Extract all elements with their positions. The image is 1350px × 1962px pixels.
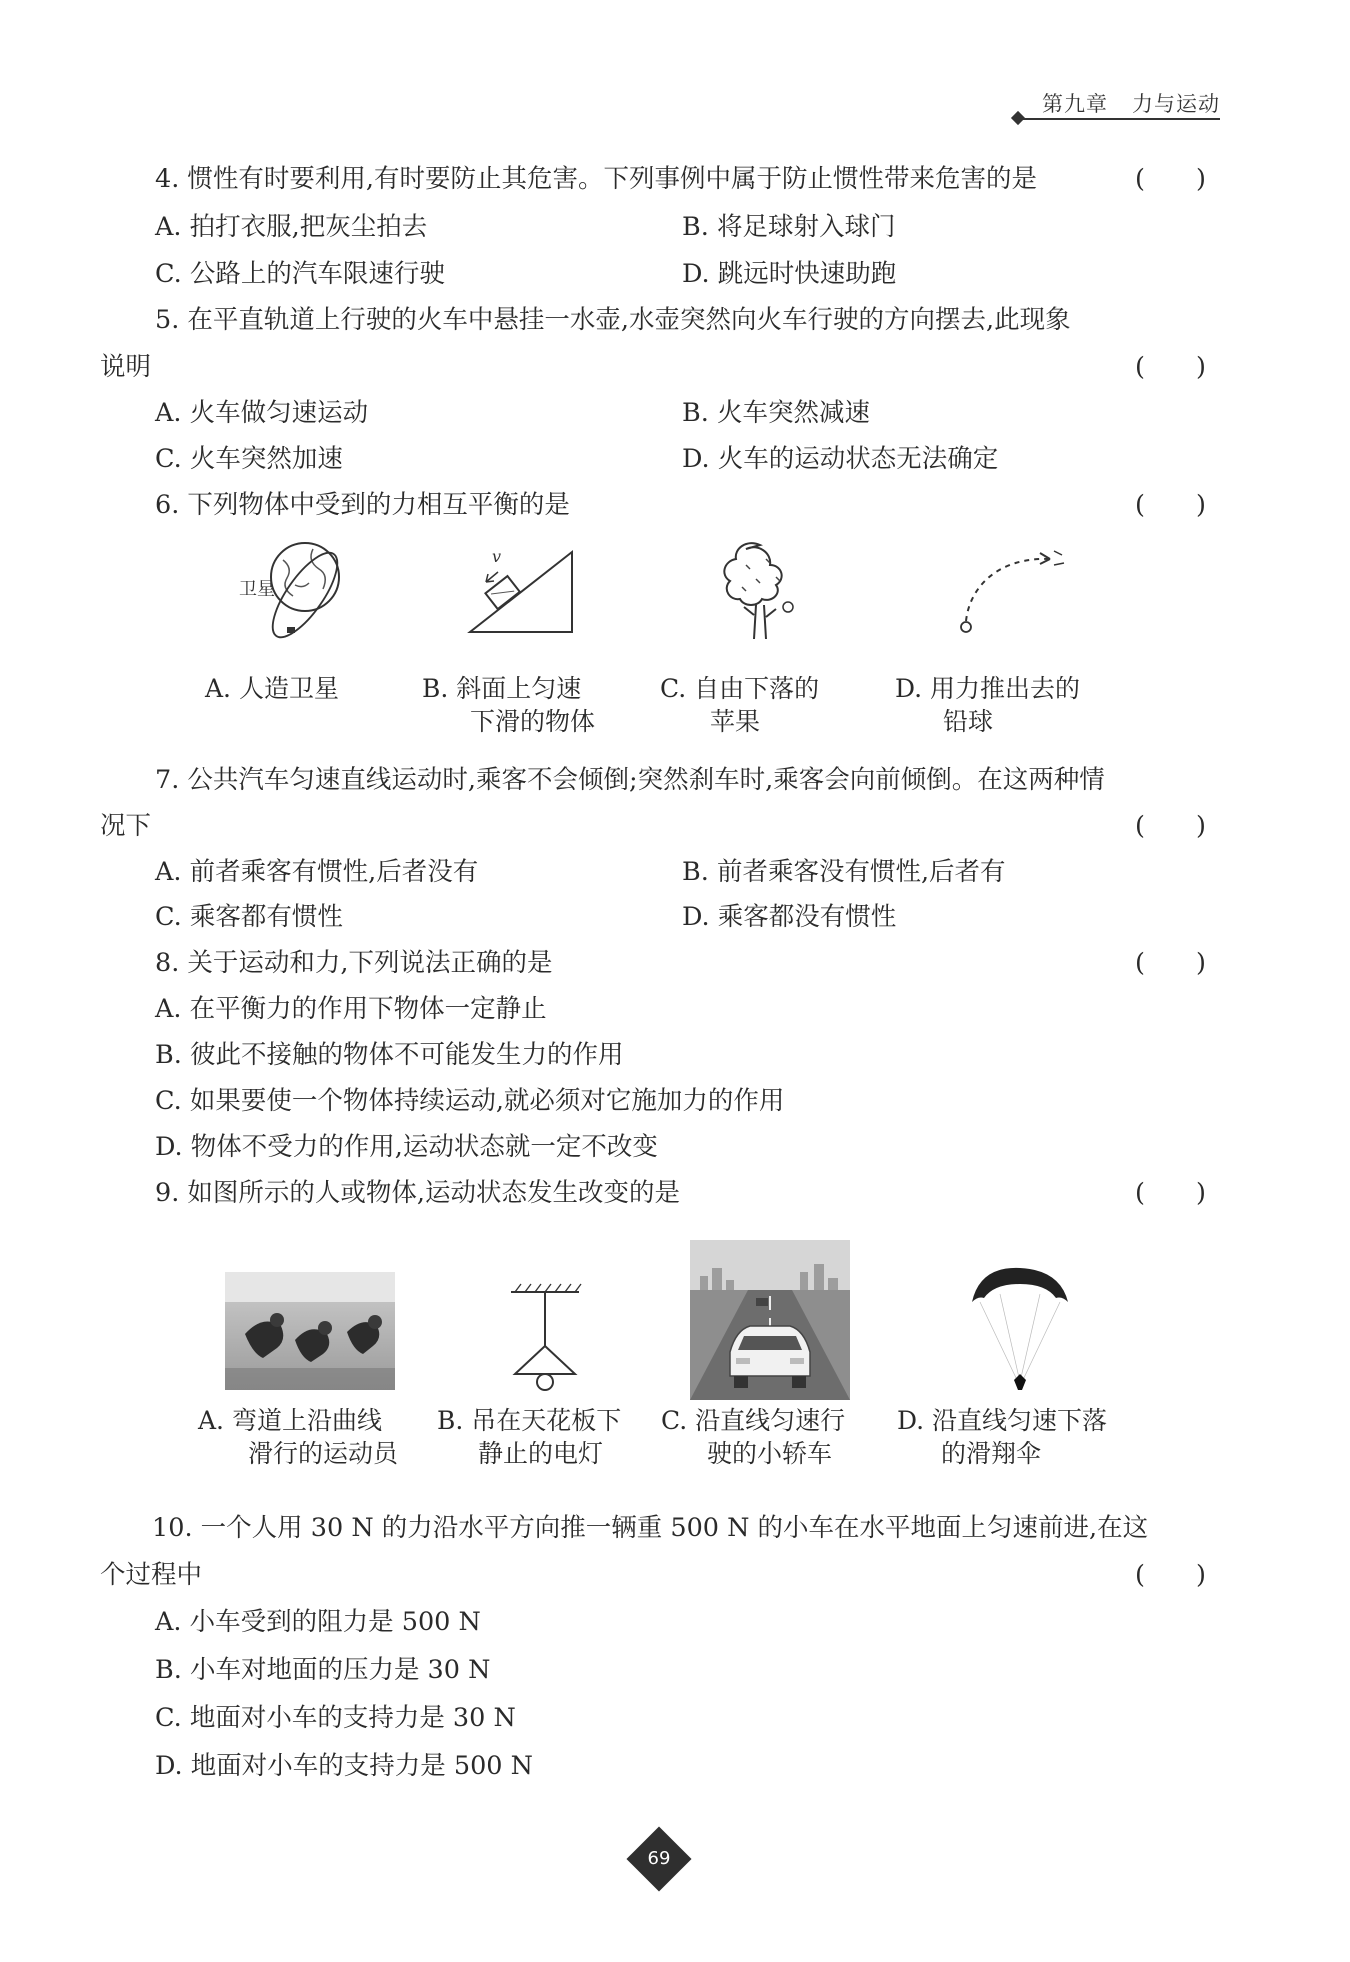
q4-option-c: C. 公路上的汽车限速行驶 [155, 259, 445, 289]
q5-option-c: C. 火车突然加速 [155, 444, 343, 474]
q10-option-a: A. 小车受到的阻力是 500 N [155, 1607, 481, 1637]
q5-answer-paren: ( ) [1135, 352, 1206, 382]
q9-option-a-line2: 滑行的运动员 [248, 1439, 399, 1468]
q7-option-a: A. 前者乘客有惯性,后者没有 [155, 857, 479, 887]
q5-option-a: A. 火车做匀速运动 [155, 398, 369, 428]
q4-answer-paren: ( ) [1135, 164, 1206, 194]
q9-option-c-line1: C. 沿直线匀速行 [661, 1406, 846, 1435]
header-rule [1020, 118, 1220, 120]
paraglider-photo [960, 1262, 1080, 1412]
chapter-title: 力与运动 [1132, 92, 1220, 116]
shot-put-figure [950, 545, 1070, 635]
q4-option-b: B. 将足球射入球门 [682, 212, 896, 242]
q4-option-d: D. 跳远时快速助跑 [682, 259, 897, 289]
q10-option-b: B. 小车对地面的压力是 30 N [155, 1655, 491, 1685]
q7-answer-paren: ( ) [1135, 811, 1206, 841]
q7-stem-line2: 况下 [100, 811, 152, 841]
q9-answer-paren: ( ) [1135, 1178, 1206, 1208]
q5-option-b: B. 火车突然减速 [682, 398, 870, 428]
q7-option-c: C. 乘客都有惯性 [155, 902, 343, 932]
q9-stem: 9. 如图所示的人或物体,运动状态发生改变的是 [155, 1178, 681, 1208]
q7-option-b: B. 前者乘客没有惯性,后者有 [682, 857, 1006, 887]
q10-option-c: C. 地面对小车的支持力是 30 N [155, 1703, 516, 1733]
q9-option-c-line2: 驶的小轿车 [707, 1439, 833, 1468]
incline-block-figure [460, 540, 580, 640]
q6-option-d-line2: 铅球 [943, 707, 994, 736]
q6-option-b-line2: 下滑的物体 [470, 707, 596, 736]
q5-stem-line2: 说明 [100, 352, 152, 382]
q6-option-d-line1: D. 用力推出去的 [895, 674, 1081, 703]
q5-option-d: D. 火车的运动状态无法确定 [682, 444, 999, 474]
q6-option-c-line2: 苹果 [710, 707, 761, 736]
apple-tree-figure [710, 535, 810, 643]
q6-option-a: A. 人造卫星 [205, 674, 339, 703]
q8-option-a: A. 在平衡力的作用下物体一定静止 [155, 994, 547, 1024]
q8-option-d: D. 物体不受力的作用,运动状态就一定不改变 [155, 1132, 658, 1162]
q10-answer-paren: ( ) [1135, 1560, 1206, 1590]
page-number: 69 [647, 1848, 671, 1869]
q7-stem-line1: 7. 公共汽车匀速直线运动时,乘客不会倾倒;突然刹车时,乘客会向前倾倒。在这两种情 [155, 765, 1105, 795]
q7-option-d: D. 乘客都没有惯性 [682, 902, 897, 932]
velocity-label: v [492, 547, 502, 566]
q9-option-d-line2: 的滑翔伞 [941, 1439, 1042, 1468]
q6-answer-paren: ( ) [1135, 490, 1206, 520]
hanging-lamp-figure [505, 1278, 585, 1398]
car-on-road-photo [690, 1240, 850, 1400]
satellite-earth-figure [225, 535, 350, 645]
q6-option-c-line1: C. 自由下落的 [660, 674, 820, 703]
q10-stem-line1: 10. 一个人用 30 N 的力沿水平方向推一辆重 500 N 的小车在水平地面上匀速前进,在这 [152, 1513, 1149, 1543]
q8-option-b: B. 彼此不接触的物体不可能发生力的作用 [155, 1040, 624, 1070]
satellite-label: 卫星 [239, 579, 275, 600]
q4-stem: 4. 惯性有时要利用,有时要防止其危害。下列事例中属于防止惯性带来危害的是 [155, 164, 1038, 194]
q8-option-c: C. 如果要使一个物体持续运动,就必须对它施加力的作用 [155, 1086, 785, 1116]
q10-option-d: D. 地面对小车的支持力是 500 N [155, 1751, 533, 1781]
q4-option-a: A. 拍打衣服,把灰尘拍去 [155, 212, 428, 242]
q9-option-d-line1: D. 沿直线匀速下落 [897, 1406, 1108, 1435]
q5-stem-line1: 5. 在平直轨道上行驶的火车中悬挂一水壶,水壶突然向火车行驶的方向摆去,此现象 [155, 305, 1071, 335]
q9-option-b-line2: 静止的电灯 [478, 1439, 604, 1468]
q10-stem-line2: 个过程中 [100, 1560, 203, 1590]
q6-stem: 6. 下列物体中受到的力相互平衡的是 [155, 490, 570, 520]
q9-option-a-line1: A. 弯道上沿曲线 [198, 1406, 382, 1435]
chapter-header [1042, 88, 1220, 118]
q9-option-b-line1: B. 吊在天花板下 [437, 1406, 622, 1435]
speed-skaters-photo [225, 1272, 395, 1390]
q8-stem: 8. 关于运动和力,下列说法正确的是 [155, 948, 553, 978]
q8-answer-paren: ( ) [1135, 948, 1206, 978]
q6-option-b-line1: B. 斜面上匀速 [422, 674, 582, 703]
chapter-number: 第九章 [1042, 92, 1108, 116]
